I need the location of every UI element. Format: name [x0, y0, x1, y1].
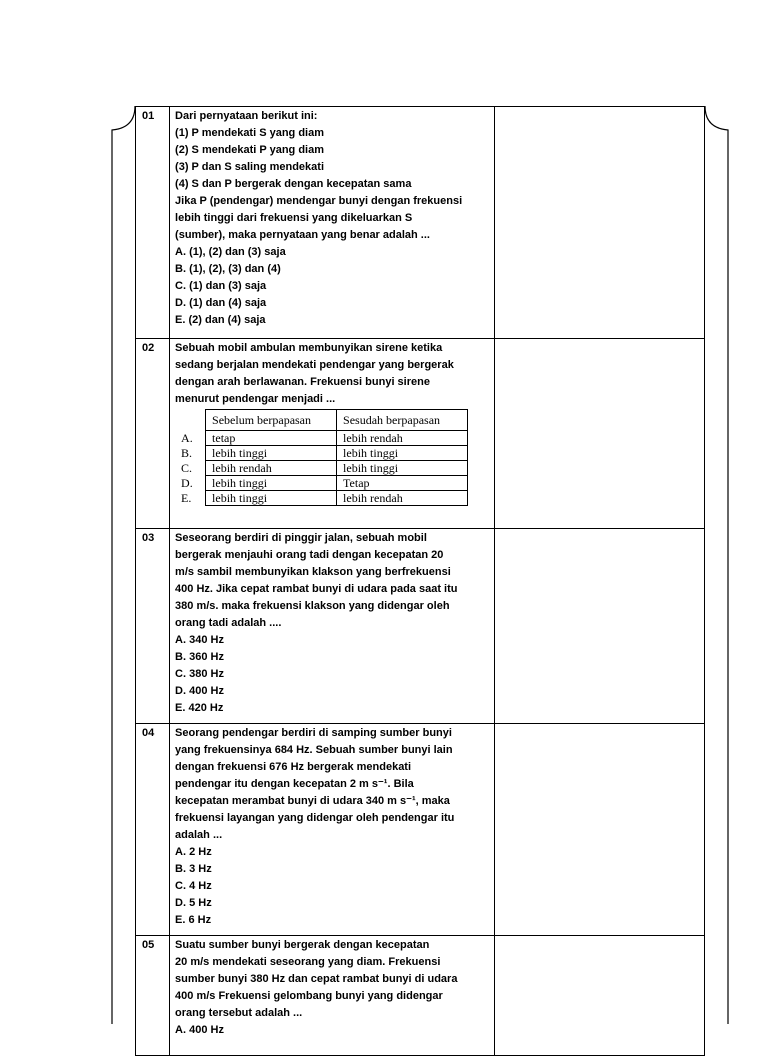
option-label: A. — [181, 430, 193, 445]
option-e: E. (2) dan (4) saja — [175, 314, 266, 326]
option-c: C. 4 Hz — [175, 880, 212, 892]
options-table — [181, 409, 468, 506]
option-a: A. (1), (2) dan (3) saja — [175, 246, 286, 258]
option-c: C. 380 Hz — [175, 668, 224, 680]
question-number: 05 — [136, 936, 170, 1056]
option-label: B. — [181, 445, 193, 460]
question-text: Seorang pendengar berdiri di samping sumber bunyi yang frekuensinya 684 Hz. Sebuah sumber bunyi lain dengan frekuensi 676 Hz bergerak mendekati pendengar itu dengan kecepatan 2 m s⁻¹. Bila kecepatan merambat bunyi di udara 340 m s⁻¹, maka frekuensi layangan yang didengar oleh pendengar itu adalah ... A. 2 Hz B. 3 Hz C. 4 Hz D. 5 Hz E. 6 Hz — [170, 724, 495, 936]
question-number: 03 — [136, 529, 170, 724]
option-row: D. lebih tinggi Tetap — [181, 476, 468, 491]
option-b: B. (1), (2), (3) dan (4) — [175, 263, 281, 275]
option-label: C. — [181, 460, 193, 475]
question-text: Sebuah mobil ambulan membunyikan sirene ketika sedang berjalan mendekati pendengar yang bergerak dengan arah berlawanan. Frekuensi bunyi sirene menurut pendengar menjadi ... Sebelum berpapasan Sesudah berpapasan A. tetap lebih rendah B. lebih tinggi lebih tinggi C. lebih rendah lebih tinggi D. lebih tinggi Tetap E. lebih tinggi lebih rendah — [170, 339, 495, 529]
question-row — [136, 724, 705, 936]
answer-cell — [495, 529, 705, 724]
question-number: 02 — [136, 339, 170, 529]
option-b: B. 360 Hz — [175, 651, 224, 663]
option-label: E. — [181, 490, 192, 505]
options-table-header — [181, 410, 468, 431]
question-row — [136, 107, 705, 339]
option-a: A. 400 Hz — [175, 1024, 224, 1036]
option-b: B. 3 Hz — [175, 863, 212, 875]
option-row: C. lebih rendah lebih tinggi — [181, 461, 468, 476]
answer-cell — [495, 936, 705, 1056]
option-e: E. 6 Hz — [175, 914, 212, 926]
option-d: D. 400 Hz — [175, 685, 224, 697]
answer-cell — [495, 339, 705, 529]
question-text: Suatu sumber bunyi bergerak dengan kecepatan 20 m/s mendekati seseorang yang diam. Frekuensi sumber bunyi 380 Hz dan cepat rambat bunyi di udara 400 m/s Frekuensi gelombang bunyi yang didengar orang tersebut adalah ... A. 400 Hz — [170, 936, 495, 1056]
questions-table — [135, 106, 705, 1056]
option-d: D. 5 Hz — [175, 897, 212, 909]
option-e: E. 420 Hz — [175, 702, 224, 714]
answer-cell — [495, 724, 705, 936]
option-row: B. lebih tinggi lebih tinggi — [181, 446, 468, 461]
question-row — [136, 529, 705, 724]
answer-cell — [495, 107, 705, 339]
question-number: 01 — [136, 107, 170, 339]
question-text: Seseorang berdiri di pinggir jalan, sebuah mobil bergerak menjauhi orang tadi dengan kecepatan 20 m/s sambil membunyikan klakson yang berfrekuensi 400 Hz. Jika cepat rambat bunyi di udara pada saat itu 380 m/s. maka frekuensi klakson yang didengar oleh orang tadi adalah .... A. 340 Hz B. 360 Hz C. 380 Hz D. 400 Hz E. 420 Hz — [170, 529, 495, 724]
question-row — [136, 936, 705, 1056]
header-after: Sesudah berpapasan — [337, 410, 468, 431]
option-label: D. — [181, 475, 193, 490]
option-row: A. tetap lebih rendah — [181, 431, 468, 446]
option-c: C. (1) dan (3) saja — [175, 280, 267, 292]
question-text: Dari pernyataan berikut ini: (1) P mendekati S yang diam (2) S mendekati P yang diam (3) P dan S saling mendekati (4) S dan P bergerak dengan kecepatan sama Jika P (pendengar) mendengar bunyi dengan frekuensi lebih tinggi dari frekuensi yang dikeluarkan S (sumber), maka pernyataan yang benar adalah ... A. (1), (2) dan (3) saja B. (1), (2), (3) dan (4) C. (1) dan (3) saja D. (1) dan (4) saja E. (2) dan (4) saja — [170, 107, 495, 339]
option-a: A. 2 Hz — [175, 846, 212, 858]
option-d: D. (1) dan (4) saja — [175, 297, 267, 309]
option-row: E. lebih tinggi lebih rendah — [181, 491, 468, 506]
question-row — [136, 339, 705, 529]
option-a: A. 340 Hz — [175, 634, 224, 646]
header-before: Sebelum berpapasan — [206, 410, 337, 431]
question-number: 04 — [136, 724, 170, 936]
options-table-wrapper — [181, 409, 490, 506]
